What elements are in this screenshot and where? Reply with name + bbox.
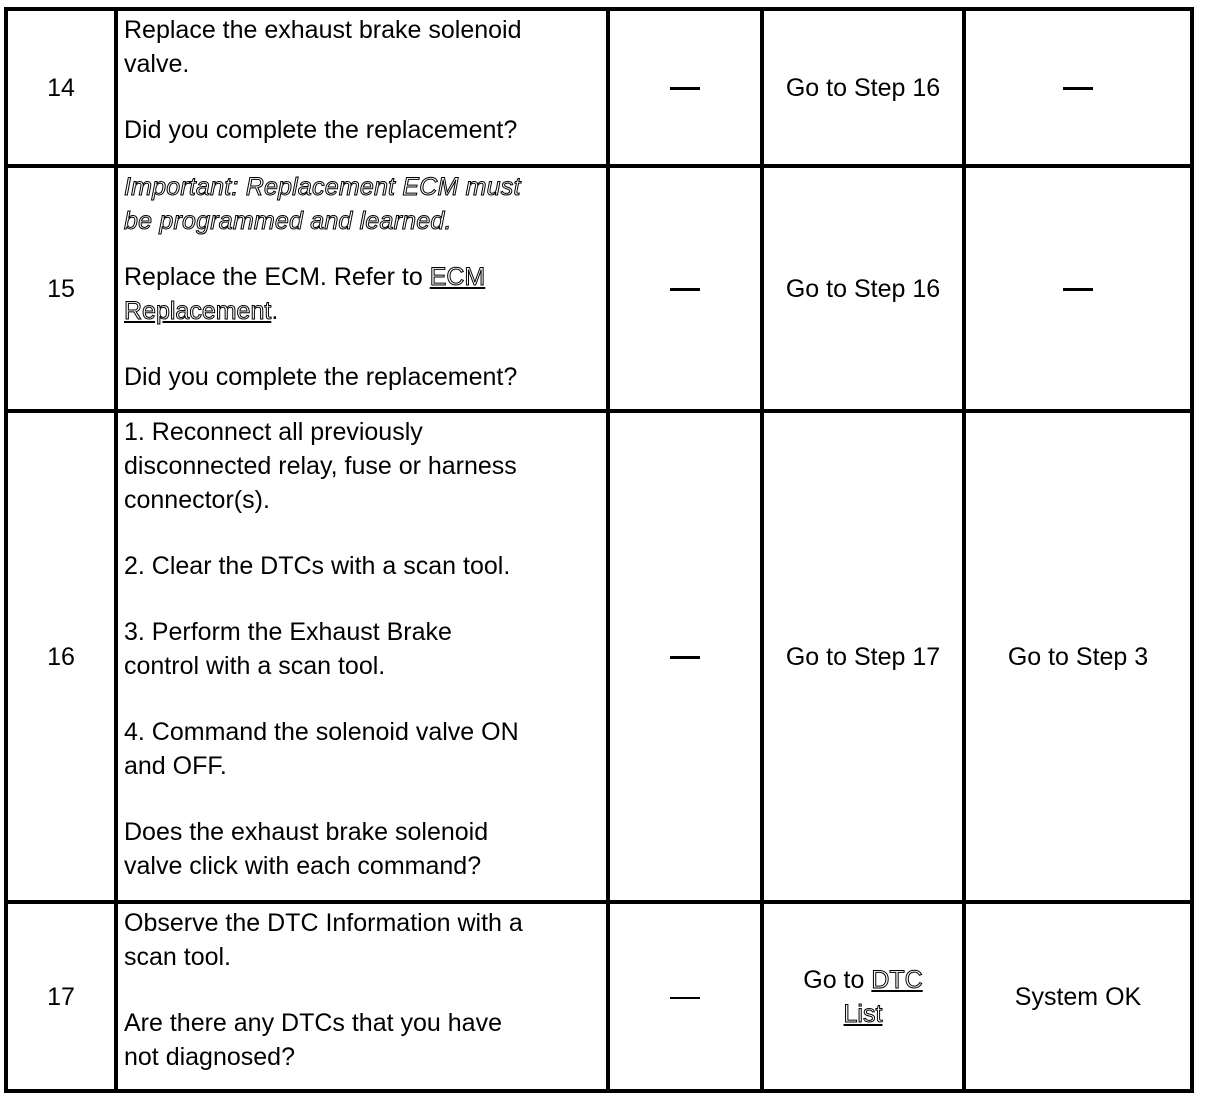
action-step-text: disconnected relay, fuse or harness xyxy=(124,452,517,480)
no-cell: System OK xyxy=(964,902,1192,1091)
step-number: 16 xyxy=(6,411,116,902)
action-text: Replace the exhaust brake solenoid xyxy=(124,16,522,44)
action-text: valve. xyxy=(124,50,190,78)
em-dash-value xyxy=(670,87,700,90)
no-cell xyxy=(964,9,1192,166)
important-note: Important: Replacement ECM must xyxy=(124,173,521,201)
action-text: scan tool. xyxy=(124,943,232,971)
action-question: Did you complete the replacement? xyxy=(124,116,518,144)
dtc-list-link[interactable]: DTC xyxy=(871,965,923,994)
action-step-text: 1. Reconnect all previously xyxy=(124,418,423,446)
no-cell xyxy=(964,166,1192,411)
yes-cell: Go to Step 16 xyxy=(762,166,964,411)
action-question: not diagnosed? xyxy=(124,1043,295,1071)
em-dash-value xyxy=(670,288,700,291)
important-note: be programmed and learned. xyxy=(124,207,452,235)
action-step-text: and OFF. xyxy=(124,752,227,780)
action-cell xyxy=(116,411,608,902)
value-cell xyxy=(608,411,762,902)
em-dash-value xyxy=(670,656,700,659)
step-number: 14 xyxy=(6,9,116,166)
action-text-prefix: Replace the ECM. Refer to xyxy=(124,263,430,291)
action-step-text: 4. Command the solenoid valve ON xyxy=(124,718,519,746)
action-step-text: 2. Clear the DTCs with a scan tool. xyxy=(124,552,511,580)
value-cell xyxy=(608,9,762,166)
action-text xyxy=(124,294,600,328)
action-question: valve click with each command? xyxy=(124,852,482,880)
no-cell: Go to Step 3 xyxy=(964,411,1192,902)
go-to-prefix: Go to xyxy=(803,965,872,994)
go-to-dtc-list xyxy=(803,963,922,1031)
action-cell xyxy=(116,9,608,166)
step-number: 17 xyxy=(6,902,116,1091)
action-step-text: 3. Perform the Exhaust Brake xyxy=(124,618,452,646)
diagnostic-table-container xyxy=(4,7,1194,1093)
table-row-step-14 xyxy=(6,9,1192,166)
dtc-list-link-cont[interactable]: List xyxy=(843,999,883,1028)
table-row-step-15 xyxy=(6,166,1192,411)
table-row-step-16 xyxy=(6,411,1192,902)
step-number: 15 xyxy=(6,166,116,411)
action-text xyxy=(124,260,600,294)
yes-cell: Go to Step 17 xyxy=(762,411,964,902)
action-cell xyxy=(116,902,608,1091)
em-dash-no xyxy=(1063,288,1093,291)
diagnostic-steps-table xyxy=(4,7,1194,1093)
value-cell xyxy=(608,166,762,411)
em-dash-no xyxy=(1063,87,1093,90)
action-question: Does the exhaust brake solenoid xyxy=(124,818,489,846)
action-cell xyxy=(116,166,608,411)
table-row-step-17 xyxy=(6,902,1192,1091)
yes-cell: Go to Step 16 xyxy=(762,9,964,166)
action-question: Did you complete the replacement? xyxy=(124,363,518,391)
value-cell xyxy=(608,902,762,1091)
ecm-replacement-link[interactable]: ECM xyxy=(429,263,486,291)
ecm-replacement-link-cont[interactable]: Replacement xyxy=(124,297,272,325)
action-text-suffix: . xyxy=(271,297,279,325)
action-step-text: connector(s). xyxy=(124,486,270,514)
yes-cell xyxy=(762,902,964,1091)
action-text: Observe the DTC Information with a xyxy=(124,909,523,937)
em-dash-value xyxy=(670,997,700,999)
action-step-text: control with a scan tool. xyxy=(124,652,386,680)
action-question: Are there any DTCs that you have xyxy=(124,1009,502,1037)
